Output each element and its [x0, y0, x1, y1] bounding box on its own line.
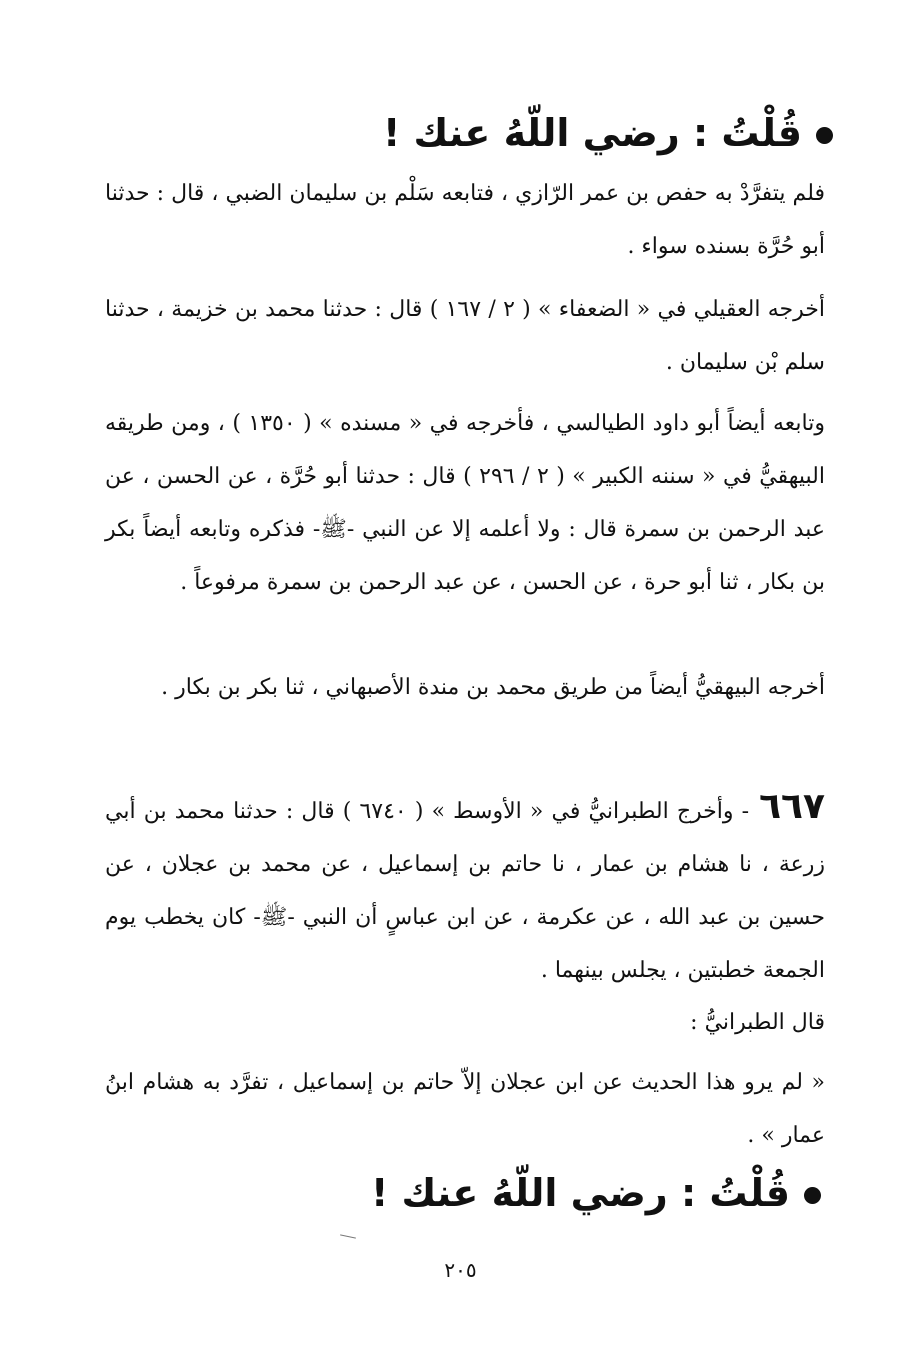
paragraph-1: فلم يتفرَّدْ به حفص بن عمر الرّازي ، فتابعه سَلْم بن سليمان الضبي ، قال : حدثنا أبو حُرَّة بسنده سواء .: [105, 181, 825, 259]
heading-text: قُلْتُ : رضي اللّهُ عنك !: [382, 111, 802, 155]
bullet-icon: [804, 1187, 821, 1204]
paragraph-4: أخرجه البيهقيُّ أيضاً من طريق محمد بن مندة الأصبهاني ، ثنا بكر بن بكار .: [161, 675, 825, 700]
paragraph-6: قال الطبرانيُّ :: [690, 1010, 825, 1035]
entry-number: ٦٦٧: [759, 786, 825, 827]
entry-text: - وأخرج الطبرانيُّ في « الأوسط » ( ٦٧٤٠ ) قال : حدثنا محمد بن أبي زرعة ، نا هشام بن عمار ، نا حاتم بن إسماعيل ، عن محمد بن عجلان ، عن حسين بن عبد الله ، عن عكرمة ، عن ابن عباسٍ أن النبي -ﷺ- كان يخطب يوم الجمعة خطبتين ، يجلس بينهما .: [105, 799, 825, 983]
bullet-icon: [816, 127, 833, 144]
heading-text: قُلْتُ : رضي اللّهُ عنك !: [370, 1171, 790, 1215]
paragraph-7: « لم يرو هذا الحديث عن ابن عجلان إلاّ حاتم بن إسماعيل ، تفرَّد به هشام ابنُ عمار » .: [105, 1070, 825, 1148]
page-number: ٢٠٥: [444, 1258, 477, 1282]
section-heading-top: [383, 108, 833, 158]
paragraph-5: [105, 780, 825, 997]
scan-mark: [340, 1234, 356, 1238]
paragraph-3: وتابعه أيضاً أبو داود الطيالسي ، فأخرجه في « مسنده » ( ١٣٥٠ ) ، ومن طريقه البيهقيُّ في « سننه الكبير » ( ٢ / ٢٩٦ ) قال : حدثنا أبو حُرَّة ، عن الحسن ، عن عبد الرحمن بن سمرة قال : ولا أعلمه إلا عن النبي -ﷺ- فذكره وتابعه أيضاً بكر بن بكار ، ثنا أبو حرة ، عن الحسن ، عن عبد الرحمن بن سمرة مرفوعاً .: [105, 411, 825, 595]
paragraph-2: أخرجه العقيلي في « الضعفاء » ( ٢ / ١٦٧ ) قال : حدثنا محمد بن خزيمة ، حدثنا سلم بْن سليمان .: [105, 297, 825, 375]
section-heading-bottom: [371, 1168, 821, 1218]
